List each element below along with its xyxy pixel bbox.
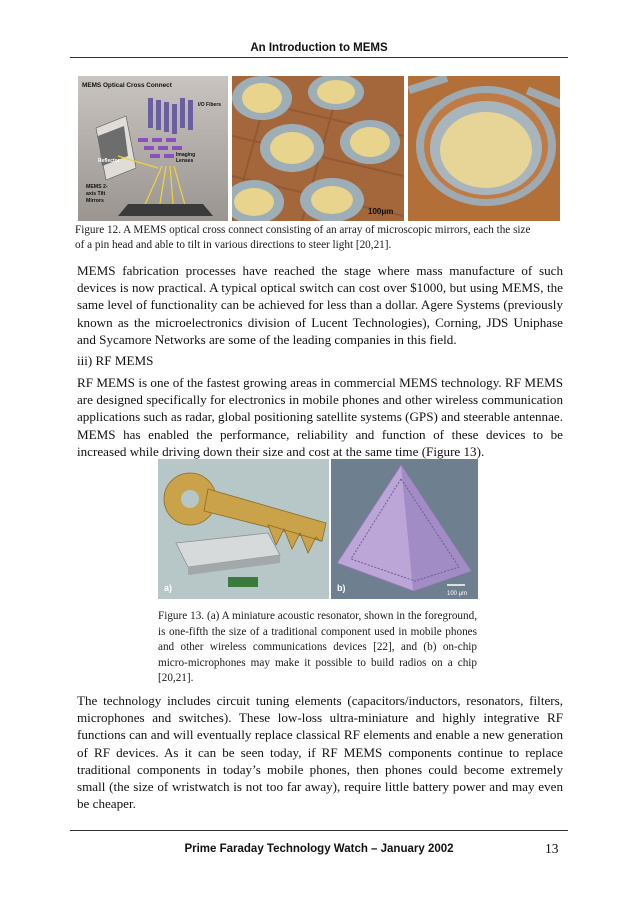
figure-13-caption: Figure 13. (a) A miniature acoustic resonator, shown in the foreground, is one-fifth the size of a traditional component used in mobile phones and other wireless communications devices [22], and (b) on-chip micro-microphones may make it possible to build radios on a chip [20,21]. bbox=[158, 610, 477, 684]
label-imaging: Imaging bbox=[176, 152, 196, 158]
paragraph-mems-fabrication: MEMS fabrication processes have reached the stage where mass manufacture of such devices is now practical. A typical optical switch can cost over $1000, but using MEMS, the same level of functionality can be achieved for less than a dollar. Agere Systems (previously known as the microelectronics division of Lucent Technologies), Corning, JDS Uniphase and Sycamore Networks are some of the leading companies in this field. bbox=[77, 263, 563, 347]
section-heading-rf-mems: iii) RF MEMS bbox=[77, 353, 154, 368]
figure-13-label-a: a) bbox=[164, 583, 173, 593]
figure-12-optical-cross-connect-diagram bbox=[78, 76, 228, 221]
panel2-scale-label: 100μm bbox=[368, 207, 394, 216]
paragraph-rf-mems-intro: RF MEMS is one of the fastest growing areas in commercial MEMS technology. RF MEMS are designed specifically for electronics in mobile phones and other wireless communication applications such as radar, global positioning satellite systems (GPS) and steerable antennae. MEMS has enabled the performance, reliability and function of these devices to be increased while driving down their size and cost at the same time (Figure 13). bbox=[77, 375, 563, 459]
figure-12-mirror-array-photo bbox=[232, 76, 404, 221]
page-header-title: An Introduction to MEMS bbox=[250, 42, 388, 54]
label-io-fibers: I/O Fibers bbox=[198, 102, 222, 108]
figure-12 bbox=[70, 76, 568, 221]
figure-13b-micro-microphone-photo bbox=[331, 459, 478, 599]
figure-13a-key-resonator-photo bbox=[158, 459, 329, 599]
figure-12-caption bbox=[75, 223, 567, 253]
figure-12-caption-line1: Figure 12. A MEMS optical cross connect consisting of an array of microscopic mirrors, each the size bbox=[75, 224, 531, 236]
figure-12-single-mirror-photo bbox=[408, 76, 560, 221]
figure-13-label-b: b) bbox=[337, 583, 346, 593]
figure-13-scale-label: 100 μm bbox=[447, 591, 468, 597]
label-reflector: Reflector bbox=[98, 158, 120, 164]
footer-text: Prime Faraday Technology Watch – January 2002 bbox=[184, 843, 454, 855]
label-mirrors-line3: Mirrors bbox=[86, 198, 104, 204]
header-rule bbox=[70, 57, 568, 58]
label-lenses: Lenses bbox=[176, 158, 194, 164]
page-number: 13 bbox=[545, 841, 559, 856]
figure-12-caption-line2: of a pin head and able to tilt in various directions to steer light [20,21]. bbox=[75, 239, 392, 251]
panel1-title: MEMS Optical Cross Connect bbox=[82, 82, 172, 89]
label-mirrors-line2: axis Tilt bbox=[86, 191, 106, 197]
figure-13 bbox=[158, 459, 478, 599]
paragraph-rf-technology: The technology includes circuit tuning elements (capacitors/inductors, resonators, filters, microphones and switches). These low-loss ultra-miniature and highly integrative RF functions can and will eventually replace classical RF elements and enable a new generation of RF devices. As it can be seen today, if RF MEMS components continue to replace traditional components in today’s mobile phones, then phones could become extremely small (the size of wristwatch is not too far away), require little battery power and may even be cheaper. bbox=[77, 693, 563, 812]
label-mirrors-line1: MEMS 2- bbox=[86, 184, 108, 190]
footer-rule bbox=[70, 830, 568, 831]
